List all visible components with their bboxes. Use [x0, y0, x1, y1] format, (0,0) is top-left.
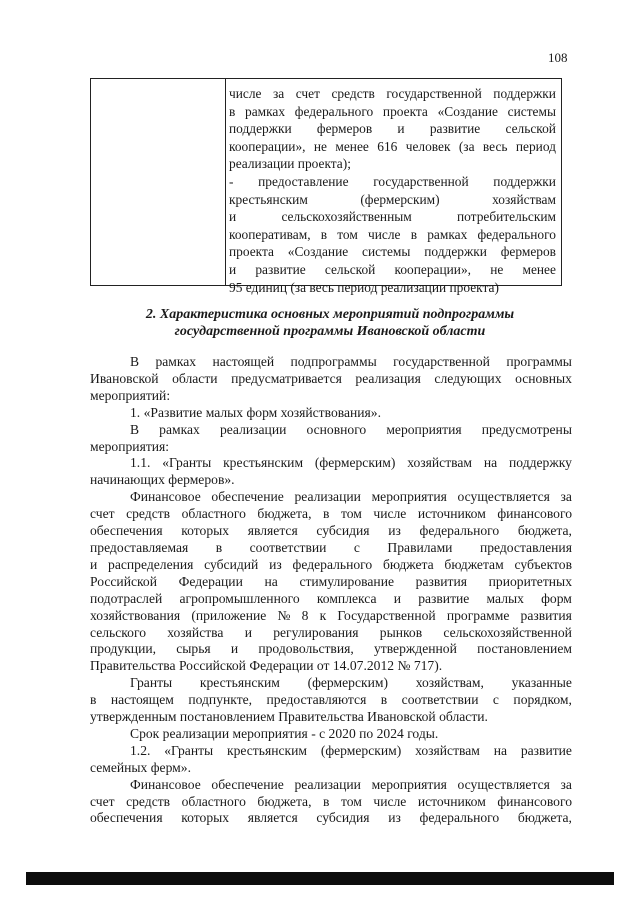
body-line: и распределения субсидий из федерального бюджета бюджетам субъектов — [90, 556, 572, 572]
table-line: кооперации», не менее 616 человек (за весь период — [229, 138, 556, 154]
section-heading-line-2: государственной программы Ивановской области — [174, 324, 486, 339]
body-line: предоставляемая в соответствии с Правилами предоставления — [90, 539, 572, 555]
body-line: В рамках настоящей подпрограммы государственной программы — [130, 354, 572, 369]
table-line: числе за счет средств государственной поддержки — [229, 86, 556, 101]
table-left-cell — [91, 79, 226, 285]
table-line: и развитие сельской кооперации», не менее — [229, 261, 556, 277]
body-line: семейных ферм». — [90, 759, 191, 775]
body-line: утвержденным постановлением Правительства Ивановской области. — [90, 709, 488, 725]
scan-bottom-bar — [26, 872, 614, 885]
body-line: Гранты крестьянским (фермерским) хозяйствам, указанные — [130, 675, 572, 691]
body-line: счет средств областного бюджета, в том числе источником финансового — [90, 793, 572, 809]
body-line: мероприятий: — [90, 387, 171, 403]
table-line: в рамках федерального проекта «Создание системы — [229, 103, 556, 119]
continuation-table — [90, 78, 562, 295]
body-line: в настоящем подпункте, предоставляются в соответствии с порядком, — [90, 692, 572, 708]
body-line: хозяйствования (приложение № 8 к Государственной программе развития — [90, 607, 572, 623]
body-line: обеспечения которых является субсидия из федерального бюджета, — [90, 810, 572, 826]
table-right-cell — [229, 85, 556, 296]
body-line: подотраслей агропромышленного комплекса и развитие малых форм — [90, 590, 572, 606]
body-line: Российской Федерации на стимулирование развития приоритетных — [90, 573, 572, 589]
table-line: и сельскохозяйственным потребительским — [229, 209, 556, 225]
body-line: Ивановской области предусматривается реализация следующих основных — [90, 370, 572, 386]
table-line: кооперативам, в том числе в рамках федерального — [229, 226, 556, 242]
body-line: Финансовое обеспечение реализации мероприятия осуществляется за — [130, 776, 572, 792]
body-line: обеспечения которых является субсидия из федерального бюджета, — [90, 523, 572, 539]
table-line: реализации проекта); — [229, 156, 351, 172]
body-line: Срок реализации мероприятия - с 2020 по 2024 годы. — [130, 725, 439, 741]
body-line: Финансовое обеспечение реализации мероприятия осуществляется за — [130, 489, 572, 505]
body-line: 1.2. «Гранты крестьянским (фермерским) хозяйствам на развитие — [130, 742, 572, 758]
body-line: Правительства Российской Федерации от 14.07.2012 № 717). — [90, 658, 443, 674]
table-line: крестьянским (фермерским) хозяйствам — [229, 191, 556, 207]
section-heading — [90, 306, 570, 340]
body-line: начинающих фермеров». — [90, 472, 235, 488]
table-line: - предоставление государственной поддержки — [229, 173, 556, 189]
body-line: В рамках реализации основного мероприятия предусмотрены — [130, 421, 572, 437]
body-line: счет средств областного бюджета, в том числе источником финансового — [90, 506, 572, 522]
body-line: 1. «Развитие малых форм хозяйствования». — [130, 404, 382, 420]
section-heading-line-1: 2. Характеристика основных мероприятий подпрограммы — [145, 307, 515, 322]
table-line: 95 единиц (за весь период реализации проекта) — [229, 279, 499, 295]
body-line: мероприятия: — [90, 438, 170, 454]
body-line: продукции, сырья и продовольствия, утвержденной постановлением — [90, 641, 572, 657]
table-line: проекта «Создание системы поддержки фермеров — [229, 244, 556, 260]
table-line: поддержки фермеров и развитие сельской — [229, 121, 556, 137]
body-text — [90, 354, 572, 827]
body-line: 1.1. «Гранты крестьянским (фермерским) хозяйствам на поддержку — [130, 455, 572, 471]
page-number: 108 — [548, 50, 568, 65]
body-line: сельского хозяйства и регулирования рынков сельскохозяйственной — [90, 624, 572, 640]
